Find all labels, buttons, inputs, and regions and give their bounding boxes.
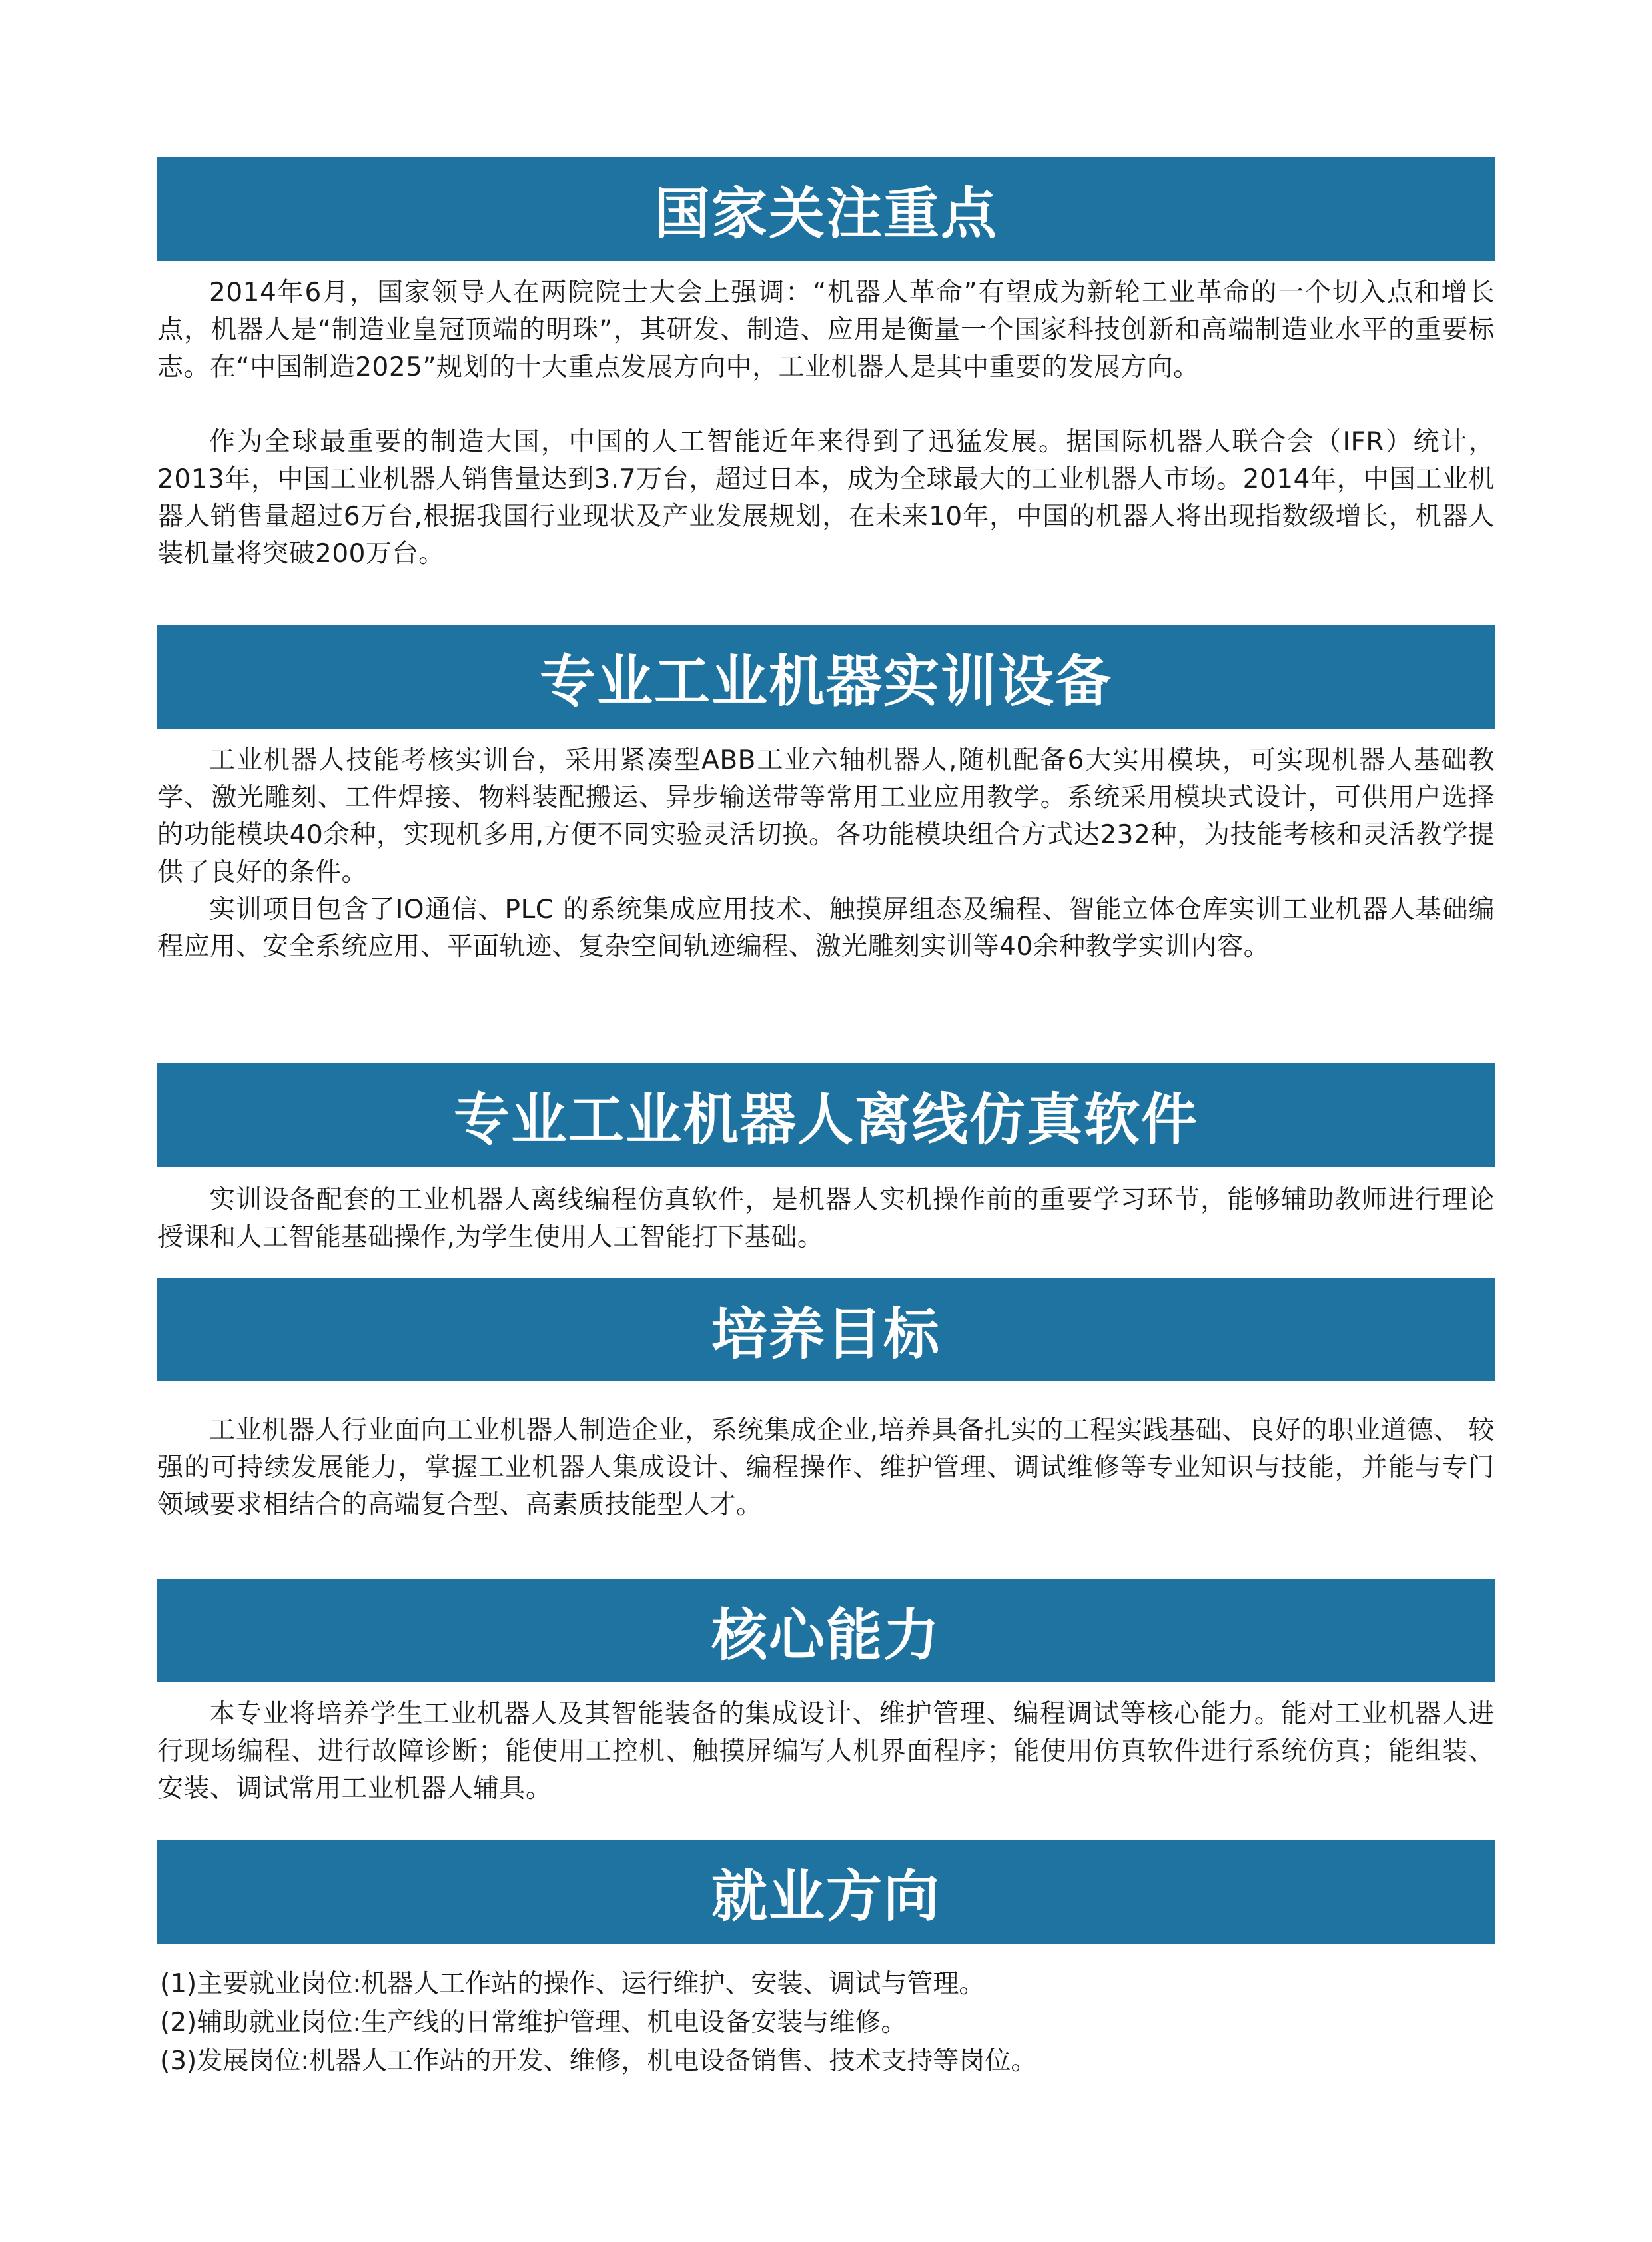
- section-title: 专业工业机器实训设备: [539, 648, 1112, 714]
- list-item-employment-2: (2)辅助就业岗位:生产线的日常维护管理、机电设备安装与维修。: [160, 2008, 907, 2038]
- paragraph-training-goals: 工业机器人行业面向工业机器人制造企业，系统集成企业,培养具备扎实的工程实践基础、良好的职业道德、 较强的可持续发展能力，掌握工业机器人集成设计、编程操作、维护管理、调试维修等专业知识与技能，并能与专门领域要求相结合的高端复合型、高素质技能型人才。: [157, 1415, 1495, 1520]
- section-header-core-abilities: [157, 1579, 1495, 1682]
- list-item-employment-1: (1)主要就业岗位:机器人工作站的操作、运行维护、安装、调试与管理。: [160, 1969, 985, 1999]
- section-title: 国家关注重点: [653, 181, 998, 246]
- paragraph-training-equipment-1: 工业机器人技能考核实训台，采用紧凑型ABB工业六轴机器人,随机配备6大实用模块，可实现机器人基础教学、激光雕刻、工件焊接、物料装配搬运、异步输送带等常用工业应用教学。系统采用模块式设计，可供用户选择的功能模块40余种，实现机多用,方便不同实验灵活切换。各功能模块组合方式达232种，为技能考核和灵活教学提供了良好的条件。: [157, 745, 1495, 887]
- section-title: 专业工业机器人离线仿真软件: [453, 1086, 1198, 1152]
- paragraph-simulation-software: 实训设备配套的工业机器人离线编程仿真软件，是机器人实机操作前的重要学习环节，能够辅助教师进行理论授课和人工智能基础操作,为学生使用人工智能打下基础。: [157, 1185, 1495, 1252]
- section-title: 就业方向: [711, 1863, 941, 1929]
- section-title: 培养目标: [711, 1301, 941, 1367]
- section-header-national-focus: [157, 157, 1495, 261]
- paragraph-core-abilities: 本专业将培养学生工业机器人及其智能装备的集成设计、维护管理、编程调试等核心能力。能对工业机器人进行现场编程、进行故障诊断；能使用工控机、触摸屏编写人机界面程序；能使用仿真软件进行系统仿真；能组装、安装、调试常用工业机器人辅具。: [157, 1699, 1495, 1804]
- section-header-simulation-software: [157, 1063, 1495, 1167]
- list-item-employment-3: (3)发展岗位:机器人工作站的开发、维修，机电设备销售、技术支持等岗位。: [160, 2046, 1037, 2076]
- section-header-training-goals: [157, 1278, 1495, 1381]
- section-header-training-equipment: [157, 625, 1495, 729]
- section-header-employment-direction: [157, 1840, 1495, 1944]
- section-title: 核心能力: [711, 1602, 941, 1668]
- paragraph-national-focus-2: 作为全球最重要的制造大国，中国的人工智能近年来得到了迅猛发展。据国际机器人联合会（IFR）统计，2013年，中国工业机器人销售量达到3.7万台，超过日本，成为全球最大的工业机器人市场。2014年，中国工业机器人销售量超过6万台,根据我国行业现状及产业发展规划，在未来10年，中国的机器人将出现指数级增长，机器人装机量将突破200万台。: [157, 427, 1495, 569]
- paragraph-national-focus-1: 2014年6月，国家领导人在两院院士大会上强调：“机器人革命”有望成为新轮工业革命的一个切入点和增长点，机器人是“制造业皇冠顶端的明珠”，其研发、制造、应用是衡量一个国家科技创新和高端制造业水平的重要标志。在“中国制造2025”规划的十大重点发展方向中，工业机器人是其中重要的发展方向。: [157, 278, 1495, 382]
- paragraph-training-equipment-2: 实训项目包含了IO通信、PLC 的系统集成应用技术、触摸屏组态及编程、智能立体仓库实训工业机器人基础编程应用、安全系统应用、平面轨迹、复杂空间轨迹编程、激光雕刻实训等40余种教学实训内容。: [157, 895, 1495, 962]
